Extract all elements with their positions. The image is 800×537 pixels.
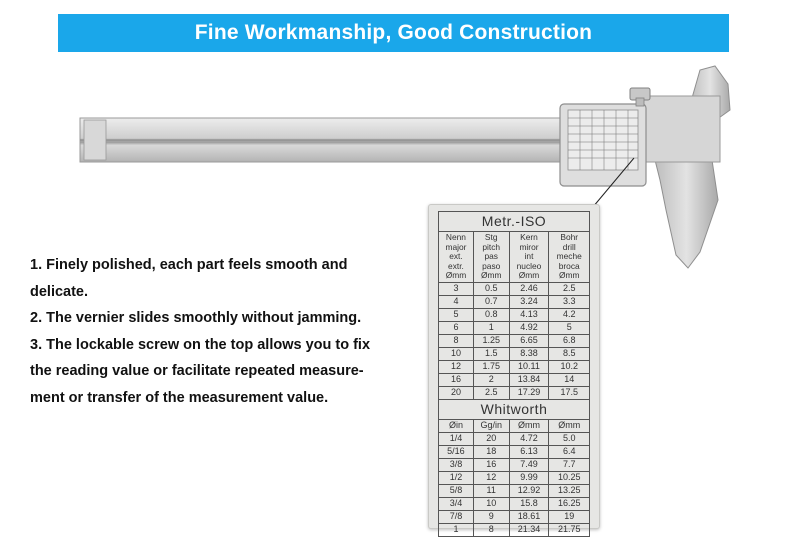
table-cell: 5	[549, 321, 590, 334]
feature-list	[30, 252, 390, 411]
table-cell: 4.92	[509, 321, 549, 334]
table-cell: 20	[439, 386, 474, 399]
table-cell: 16.25	[549, 497, 590, 510]
table-row	[439, 445, 590, 458]
table-cell: 6.8	[549, 334, 590, 347]
table-cell: 18	[473, 445, 509, 458]
table-row	[439, 347, 590, 360]
caliper-beam	[80, 118, 640, 162]
feature-line: 2. The vernier slides smoothly without jamming.	[30, 310, 362, 326]
table-cell: 14	[549, 373, 590, 386]
metric-header-core: Kern miror int nucleo Ømm	[509, 232, 549, 283]
table-cell: 12	[473, 471, 509, 484]
metric-table-title: Metr.-ISO	[439, 212, 590, 232]
table-cell: 12.92	[509, 484, 549, 497]
table-cell: 9.99	[509, 471, 549, 484]
title-banner	[58, 14, 729, 52]
table-cell: 8.5	[549, 347, 590, 360]
table-cell: 16	[473, 458, 509, 471]
table-cell: 1	[473, 321, 509, 334]
table-cell: 1/2	[439, 471, 474, 484]
table-cell: 21.75	[549, 523, 590, 536]
table-cell: 1.75	[473, 360, 509, 373]
feature-line: 3. The lockable screw on the top allows you to fix	[30, 336, 371, 353]
upper-jaw	[690, 66, 730, 120]
table-cell: 0.7	[473, 295, 509, 308]
table-cell: 1.25	[473, 334, 509, 347]
table-row	[439, 373, 590, 386]
whitworth-header-in: Øin	[439, 419, 474, 432]
table-row	[439, 523, 590, 536]
table-cell: 11	[473, 484, 509, 497]
table-cell: 6.4	[549, 445, 590, 458]
vernier-slider	[560, 104, 646, 186]
thread-table-card	[428, 204, 600, 535]
table-cell: 15.8	[509, 497, 549, 510]
table-cell: 10	[439, 347, 474, 360]
table-row	[439, 510, 590, 523]
table-row	[439, 295, 590, 308]
table-row	[439, 432, 590, 445]
metric-header-pitch: Stg pitch pas paso Ømm	[473, 232, 509, 283]
table-cell: 10.11	[509, 360, 549, 373]
table-cell: 5	[439, 308, 474, 321]
table-row	[439, 497, 590, 510]
table-cell: 12	[439, 360, 474, 373]
lock-screw	[630, 88, 650, 100]
table-cell: 4	[439, 295, 474, 308]
table-cell: 2.46	[509, 282, 549, 295]
whitworth-table-title: Whitworth	[439, 399, 590, 419]
table-cell: 0.5	[473, 282, 509, 295]
metric-header-drill: Bohr drill meche broca Ømm	[549, 232, 590, 283]
table-cell: 6.13	[509, 445, 549, 458]
table-cell: 8.38	[509, 347, 549, 360]
table-cell: 7.49	[509, 458, 549, 471]
table-cell: 8	[439, 334, 474, 347]
table-cell: 20	[473, 432, 509, 445]
table-cell: 2.5	[473, 386, 509, 399]
table-cell: 21.34	[509, 523, 549, 536]
table-cell: 17.5	[549, 386, 590, 399]
table-cell: 10	[473, 497, 509, 510]
table-row	[439, 282, 590, 295]
table-cell: 1/4	[439, 432, 474, 445]
metric-thread-table	[438, 211, 590, 537]
table-cell: 9	[473, 510, 509, 523]
table-cell: 5/8	[439, 484, 474, 497]
table-cell: 16	[439, 373, 474, 386]
table-cell: 18.61	[509, 510, 549, 523]
table-cell: 2.5	[549, 282, 590, 295]
feature-line: ment or transfer of the measurement value.	[30, 389, 329, 406]
whitworth-header-drill: Ømm	[549, 419, 590, 432]
table-cell: 4.2	[549, 308, 590, 321]
table-cell: 19	[549, 510, 590, 523]
metric-header-nominal: Nenn major ext. extr. Ømm	[439, 232, 474, 283]
banner-title: Fine Workmanship, Good Construction	[194, 21, 593, 44]
table-cell: 10.2	[549, 360, 590, 373]
table-row	[439, 458, 590, 471]
table-row	[439, 321, 590, 334]
table-cell: 13.84	[509, 373, 549, 386]
table-cell: 7/8	[439, 510, 474, 523]
table-row	[439, 360, 590, 373]
table-cell: 8	[473, 523, 509, 536]
table-row	[439, 471, 590, 484]
table-cell: 3.3	[549, 295, 590, 308]
table-cell: 7.7	[549, 458, 590, 471]
table-cell: 1	[439, 523, 474, 536]
table-cell: 1.5	[473, 347, 509, 360]
table-cell: 13.25	[549, 484, 590, 497]
table-cell: 4.13	[509, 308, 549, 321]
whitworth-header-mm: Ømm	[509, 419, 549, 432]
table-cell: 3/8	[439, 458, 474, 471]
whitworth-header-tpi: Gg/in	[473, 419, 509, 432]
table-cell: 10.25	[549, 471, 590, 484]
table-cell: 6	[439, 321, 474, 334]
table-cell: 17.29	[509, 386, 549, 399]
table-row	[439, 334, 590, 347]
table-row	[439, 386, 590, 399]
table-cell: 0.8	[473, 308, 509, 321]
table-cell: 2	[473, 373, 509, 386]
table-cell: 3/4	[439, 497, 474, 510]
table-cell: 4.72	[509, 432, 549, 445]
feature-line: the reading value or facilitate repeated measure-	[30, 363, 364, 379]
lower-jaw	[655, 160, 718, 268]
feature-line: delicate.	[30, 283, 89, 300]
beam-end-cap	[84, 120, 106, 160]
table-cell: 5.0	[549, 432, 590, 445]
table-cell: 6.65	[509, 334, 549, 347]
table-row	[439, 484, 590, 497]
table-cell: 3.24	[509, 295, 549, 308]
feature-line: 1. Finely polished, each part feels smooth and	[30, 257, 348, 273]
table-row	[439, 308, 590, 321]
table-cell: 5/16	[439, 445, 474, 458]
table-cell: 3	[439, 282, 474, 295]
